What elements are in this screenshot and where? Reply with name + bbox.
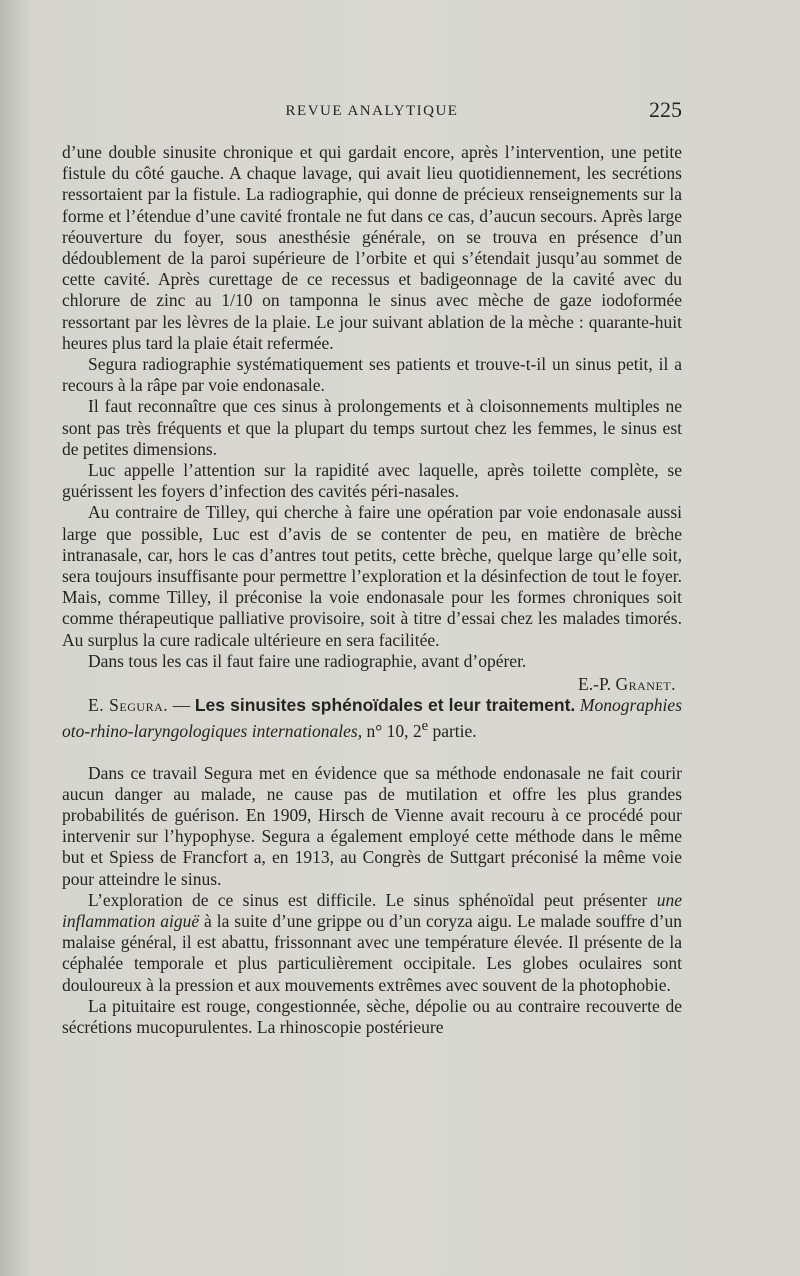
- paragraph: [62, 890, 682, 996]
- paragraph: La pituitaire est rouge, congestionnée, sèche, dépolie ou au contraire recouverte de sécrétions mucopurulentes. La rhinoscopie postérieure: [62, 995, 682, 1037]
- page-number: 225: [649, 97, 682, 122]
- article-dash: —: [168, 695, 195, 716]
- paragraph: Il faut reconnaître que ces sinus à prolongements et à cloisonnements multiples ne sont pas très fréquents et que la plupart du temps surtout chez les femmes, le sinus est de petites dimensions.: [62, 396, 682, 459]
- page-binding-shadow: [0, 0, 30, 1276]
- article-heading: [62, 695, 682, 742]
- review-signature: [62, 674, 682, 695]
- paragraph: Au contraire de Tilley, qui cherche à faire une opération par voie endonasale aussi large que possible, Luc est d’avis de se contenter de peu, en matière de brèche intranasale, car, hors le cas d’antres tout petits, cette brèche, quelque large qu’elle soit, sera toujours insuffisante pour permettre l’exploration et la désinfection de tout le foyer. Mais, comme Tilley, il préconise la voie endonasale pour les formes chroniques soit comme thérapeutique palliative provisoire, soit à titre d’essai chez les malades timorés. Au surplus la cure radicale ultérieure en sera facilitée.: [62, 502, 682, 650]
- emphasis-text: une inflammation aiguë: [62, 889, 682, 931]
- paragraph: Dans ce travail Segura met en évidence que sa méthode endonasale ne fait courir aucun danger au malade, ne cause pas de mutilation et offre les plus grandes probabilités de guérison. En 1909, Hirsch de Vienne avait recouru à ce procédé pour intervenir sur l’hypophyse. Segura a également employé cette méthode dans le même but et Spiess de Francfort a, en 1913, au Congrès de Suttgart préconisé la même voie pour atteindre le sinus.: [62, 762, 682, 889]
- paragraph: Dans tous les cas il faut faire une radiographie, avant d’opérer.: [88, 650, 527, 671]
- running-title: REVUE ANALYTIQUE: [285, 103, 459, 119]
- paragraph: d’une double sinusite chronique et qui gardait encore, après l’intervention, une petite fistule du côté gauche. A chaque lavage, qui avait lieu quotidiennement, les secrétions ressortaient par la fistule. La radiographie, qui donne de précieux renseignements sur la forme et l’étendue d’une cavité frontale ne fut dans ce cas, d’aucun secours. Après large réouverture du foyer, sous anesthésie générale, on se trouva en présence d’un dédoublement de la paroi supérieure de l’orbite et qui s’étendait jusqu’au sommet de cette cavité. Après curettage de ce recessus et badigeonnage de la cavité avec du chlorure de zinc au 1/10 on tamponna le sinus avec mèche de gaze iodoformée ressortant par les lèvres de la plaie. Le jour suivant ablation de la mèche : quarante-huit heures plus tard la plaie était refermée.: [62, 142, 682, 353]
- signature-initials: E.-P.: [578, 674, 616, 695]
- paragraph: Segura radiographie systématiquement ses patients et trouve-t-il un sinus petit, il a recours à la râpe par voie endonasale.: [62, 354, 682, 396]
- paragraph: Luc appelle l’attention sur la rapidité avec laquelle, après toilette complète, se guérissent les foyers d’infection des cavités péri-nasales.: [62, 460, 682, 502]
- article-part: partie.: [428, 721, 477, 742]
- article-title: Les sinusites sphénoïdales et leur traitement.: [194, 695, 576, 716]
- article-journal: Monographies oto-rhino-laryngologiques internationales,: [62, 695, 682, 742]
- page-body: [62, 142, 682, 1038]
- signature-name: Granet.: [615, 674, 676, 695]
- spacer: [62, 743, 682, 763]
- paragraph-text: L’exploration de ce sinus est difficile. Le sinus sphénoïdal peut présenter: [88, 889, 657, 910]
- article-issue: n° 10, 2: [362, 721, 422, 742]
- article-issue-superscript: e: [421, 718, 429, 735]
- paragraph-text: à la suite d’une grippe ou d’un coryza aigu. Le malade souffre d’un malaise général, il est abattu, frissonnant avec une température élevée. Il présente de la céphalée temporale et plus particulièrement occipitale. Les globes oculaires sont douloureux à la pression et aux mouvements extrêmes avec souvent de la photophobie.: [62, 910, 682, 995]
- article-author: E. Segura.: [88, 695, 169, 716]
- page-header: [62, 97, 682, 127]
